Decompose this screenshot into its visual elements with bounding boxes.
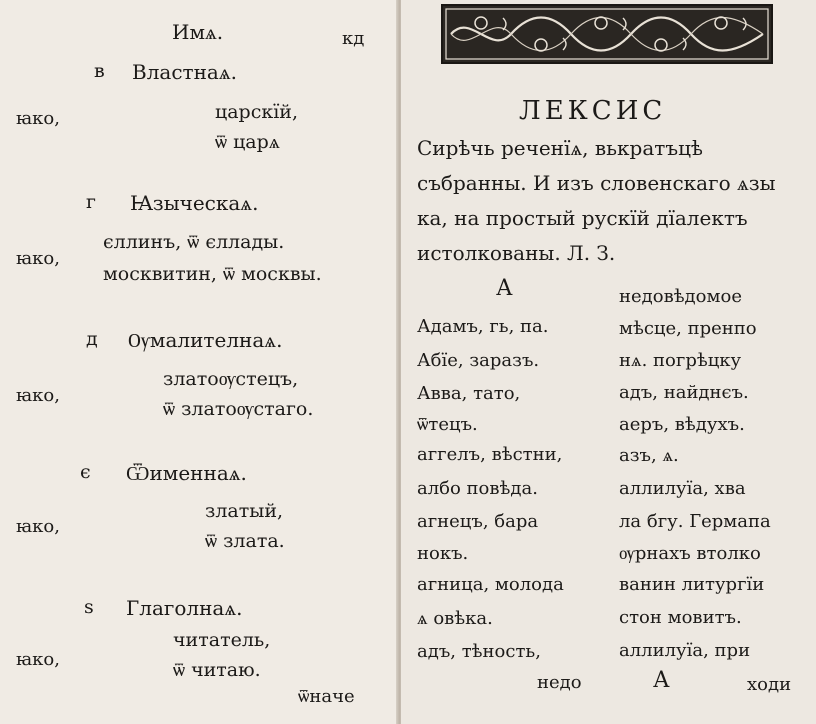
side-word: ꙗко, [16,649,60,670]
page-header: Имѧ. [172,20,224,44]
example-line: ѿ златоѹстаго. [163,398,314,420]
example-line: ѿ читаю. [173,659,261,681]
entry-line: агнецъ, бара [417,511,539,532]
entry-line: ѿтецъ. [417,414,478,435]
entry-line: агница, молода [417,574,564,595]
section-title: Ѹмалителнаѧ. [128,328,283,352]
entry-line: азъ, ѧ. [619,445,679,466]
entry-line: аеръ, вѣдухъ. [619,414,745,435]
section-title: Ѿименнаѧ. [126,461,247,485]
subtitle-line: истолкованы. Л. З. [417,241,616,265]
entry-line: нокъ. [417,543,469,564]
example-line: ѿ царѧ [215,131,280,153]
section-numeral: г [86,191,96,213]
catchword: недо [537,672,582,693]
catchword-letter: А [653,668,670,693]
example-line: ѿ злата. [205,530,285,552]
section-title: Властнаѧ. [132,60,237,84]
entry-line: адъ, тѣность, [417,641,541,662]
folio-number: кд [342,28,365,49]
subtitle-line: ка, на простый рускїй дїалектъ [417,206,748,230]
entry-line: нѧ. погрѣцку [619,350,742,371]
catchword: ѿначе [298,686,355,707]
example-line: читатель, [173,629,271,651]
entry-line: недовѣдомое [619,286,742,307]
entry-line: стон мовитъ. [619,607,742,628]
entry-line: Адамъ, гь, па. [417,316,549,337]
entry-line: Авва, тато, [417,383,521,404]
subtitle-line: събранны. И изъ словенскаго ѧзы [417,171,776,195]
section-title: Ꙗзыческаѧ. [130,191,259,215]
section-numeral: ѕ [84,596,94,618]
entry-line: ѧ овѣка. [417,608,493,629]
column-letter-heading: А [496,276,513,301]
subtitle-line: Сирѣчь реченїѧ, вькратъцѣ [417,136,703,160]
example-line: златый, [205,500,284,522]
side-word: ꙗко, [16,385,60,406]
side-word: ꙗко, [16,108,60,129]
section-numeral: в [94,60,105,82]
entry-line: аллилуїа, хва [619,478,746,499]
section-title: Глаголнаѧ. [126,596,243,620]
right-page [401,0,816,724]
example-line: златоѹстецъ, [163,368,299,390]
entry-line: аллилуїа, при [619,640,751,661]
section-numeral: д [86,328,98,350]
side-word: ꙗко, [16,516,60,537]
left-page [0,0,398,724]
entry-line: ванин литургїи [619,574,765,595]
example-line: москвитин, ѿ москвы. [103,263,322,285]
entry-line: аггелъ, вѣстни, [417,444,563,465]
entry-line: ла бгу. Гермапа [619,511,771,532]
entry-line: Абїе, заразъ. [417,350,540,371]
headpiece-ornament [441,4,773,64]
entry-line: мѣсце, пренпо [619,318,757,339]
example-line: царскїй, [215,101,299,123]
side-word: ꙗко, [16,248,60,269]
entry-line: адъ, найднєъ. [619,382,749,403]
section-numeral: є [80,461,91,483]
entry-line: ѹрнахъ втолко [619,543,761,564]
catchword: ходи [747,674,792,695]
lexicon-title: ЛЕКСИС [519,96,667,126]
entry-line: албо повѣда. [417,478,538,499]
example-line: єллинъ, ѿ єллады. [103,231,285,253]
